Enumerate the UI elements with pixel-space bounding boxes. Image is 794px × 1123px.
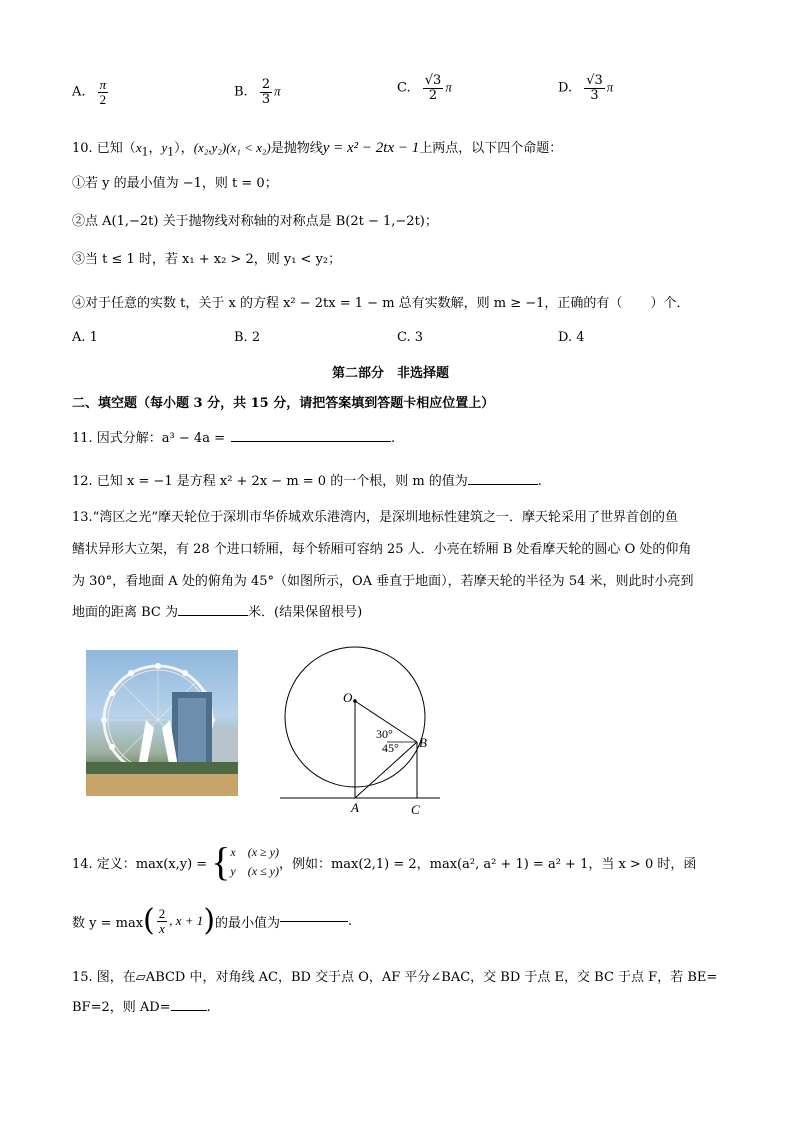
q14-line2-text: 的最小值为 (215, 915, 281, 931)
q10-prefix: 10. 已知（ (72, 141, 136, 156)
statement-4-text: ④对于任意的实数 t，关于 x 的方程 x² − 2tx = 1 − m 总有实数解，则 m ≥ −1，正确的有（ (72, 296, 623, 311)
period: . (390, 431, 396, 446)
option-label: D. (558, 80, 573, 96)
q10-suffix: 上两点，以下四个命题： (419, 141, 563, 156)
q15-line-2 (72, 996, 211, 1015)
q10-option-c: C. 3 (397, 330, 424, 345)
part2-title: 第二部分 非选择题 (332, 366, 450, 381)
fraction: $\frac{2}{3}$ (261, 77, 271, 107)
ferris-wheel-illustration (86, 650, 238, 796)
label-A: A (351, 800, 359, 815)
q10-option-b: B. 2 (234, 330, 261, 345)
angle-45-label: 45° (382, 741, 399, 755)
left-paren: ( (143, 903, 155, 938)
condition: (x₁ < x₂) (226, 140, 271, 155)
x1-var: x (135, 140, 142, 155)
pi-symbol: π (445, 79, 452, 95)
statement-4-end: ）个． (650, 296, 690, 311)
q13-line-3: 为 30°，看地面 A 处的俯角为 45°（如图所示，OA 垂直于地面），若摩天轮的半径为 54 米，则此时小亮到 (72, 574, 694, 589)
geometry-figure (275, 640, 450, 820)
q9-option-b (234, 78, 281, 106)
q9-option-d (558, 74, 613, 102)
option-label: C. (397, 80, 411, 96)
fraction-2-over-x: $\frac{2}{x}$ (158, 905, 166, 936)
q12-answer-blank[interactable] (468, 484, 538, 485)
q15-line2-text: BF=2，则 AD= (72, 1000, 171, 1015)
q13-line-4 (72, 601, 362, 620)
fraction: $\frac{√3}{2}$ (424, 73, 442, 103)
pi-symbol: π (606, 79, 614, 95)
option-label: A. (72, 84, 86, 100)
case-1: x (x ≥ y) (230, 844, 279, 859)
angle-30-label: 30° (376, 727, 393, 741)
period: . (206, 1000, 211, 1015)
q10-statement-1: ①若 y 的最小值为 −1，则 t = 0； (72, 176, 278, 191)
option-label: B. (234, 84, 248, 100)
q14-line2-prefix: 数 y = max (72, 915, 144, 931)
q14-example: ，例如：max(2,1) = 2，max(a², a² + 1) = a² + 1，当 x > 0 时，函 (278, 856, 697, 872)
q15-line-1: 15. 图，在▱ABCD 中，对角线 AC，BD 交于点 O，AF 平分∠BAC，交 BD 于点 E，交 BC 于点 F，若 BE= (72, 970, 718, 985)
left-brace: { (211, 839, 231, 884)
q12 (72, 470, 542, 489)
point-2: (x₂,y₂) (193, 140, 227, 155)
q10-stem (72, 137, 562, 159)
right-paren: ) (203, 903, 216, 938)
q14-answer-blank[interactable] (280, 921, 348, 922)
q15-answer-blank[interactable] (171, 1010, 207, 1011)
q9-option-a (72, 78, 110, 106)
q13-answer-blank[interactable] (178, 615, 248, 616)
q11 (72, 427, 395, 446)
ferris-wheel-photo (86, 650, 238, 796)
q10-statement-3: ③当 t ≤ 1 时，若 x₁ + x₂ > 2，则 y₁ < y₂； (72, 252, 342, 267)
q10-option-a: A. 1 (72, 330, 98, 345)
q11-answer-blank[interactable] (231, 441, 391, 442)
q9-option-c (397, 74, 452, 102)
comma: ， (148, 141, 162, 156)
period: . (348, 913, 353, 929)
label-C: C (411, 802, 420, 817)
q10-mid: ）， (174, 141, 194, 156)
case-2: y (x ≤ y) (230, 864, 279, 878)
q14-prefix: 14. 定义：max(x,y) = (72, 856, 208, 872)
point-O (353, 699, 357, 703)
q10-mid2: 是抛物线 (270, 141, 323, 156)
q13-line-1: 13.“湾区之光”摩天轮位于深圳市华侨城欢乐港湾内，是深圳地标性建筑之一．摩天轮采用了世界首创的鱼 (72, 510, 678, 525)
fraction: $\frac{\pi}{2}$ (99, 77, 107, 107)
section2-title: 二、填空题（每小题 3 分，共 15 分，请把答案填到答题卡相应位置上） (72, 396, 495, 411)
q13-line-2: 鳍状异形大立架，有 28 个进口轿厢，每个轿厢可容纳 25 人．小亮在轿厢 B 处看摩天轮的圆心 O 处的仰角 (72, 542, 692, 557)
q14-line-2 (72, 903, 353, 938)
fraction: $\frac{√3}{3}$ (586, 73, 603, 103)
parabola-equation: y = x² − 2tx − 1 (322, 140, 420, 156)
q12-text: 12. 已知 x = −1 是方程 x² + 2x − m = 0 的一个根，则 m 的值为 (72, 474, 468, 489)
y1-var: y (161, 140, 168, 155)
q13-line4-text: 地面的距离 BC 为 (72, 605, 179, 620)
pi-symbol: π (274, 83, 281, 99)
q14-line-1 (72, 839, 697, 884)
q10-option-d: D. 4 (558, 330, 585, 345)
q11-text: 11. 因式分解：a³ − 4a = (72, 431, 225, 446)
q10-statement-4 (72, 292, 689, 311)
piecewise-cases (230, 843, 279, 881)
label-O: O (343, 690, 353, 705)
label-B: B (419, 735, 427, 750)
q13-line4-end: 米．(结果保留根号) (248, 605, 363, 620)
x-plus-1: , x + 1 (169, 913, 204, 928)
subscript: 1 (141, 145, 149, 159)
subscript: 1 (167, 145, 175, 159)
period: . (537, 474, 542, 489)
q10-statement-2: ②点 A(1,−2t) 关于抛物线对称轴的对称点是 B(2t − 1,−2t)； (72, 214, 438, 229)
